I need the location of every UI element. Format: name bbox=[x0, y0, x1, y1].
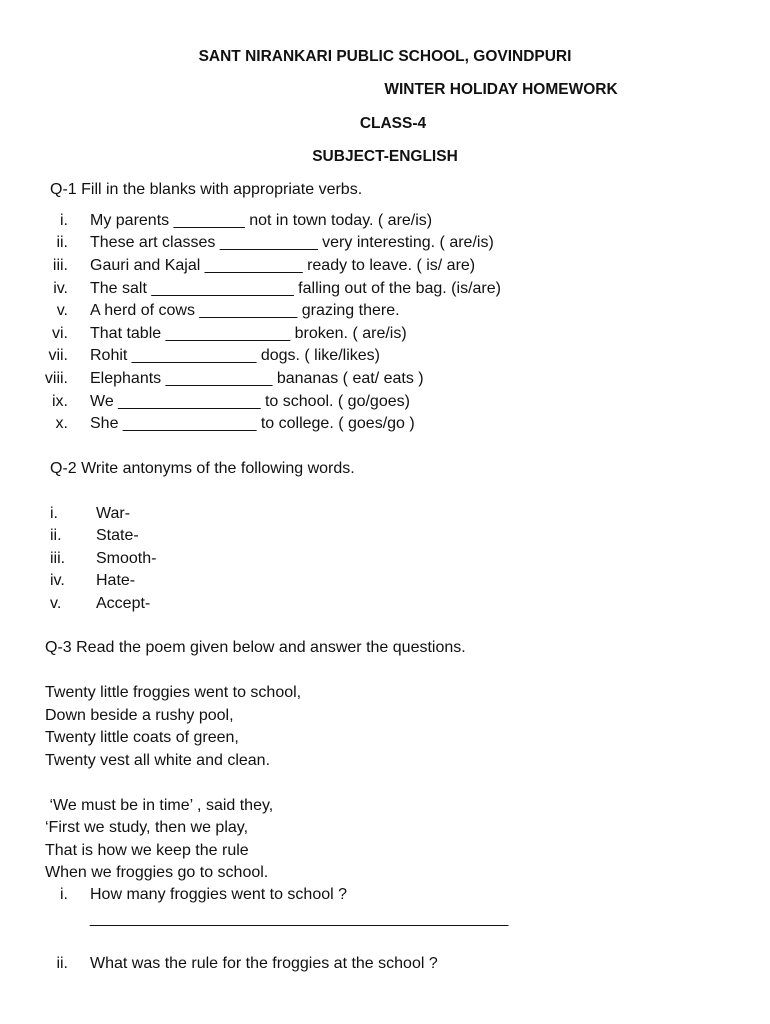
q1-item-number: viii. bbox=[44, 370, 68, 387]
class-label: CLASS-4 bbox=[359, 115, 427, 132]
q3-question-number: ii. bbox=[56, 955, 68, 972]
q1-item-text: We ________________ to school. ( go/goes) bbox=[90, 393, 410, 410]
q1-item-number: iii. bbox=[52, 257, 68, 274]
q1-item-text: She _______________ to college. ( goes/go ) bbox=[90, 415, 415, 432]
poem-line: Twenty little froggies went to school, bbox=[45, 684, 302, 701]
q1-item-text: The salt ________________ falling out of the bag. (is/are) bbox=[90, 280, 501, 297]
q1-item-text: Gauri and Kajal ___________ ready to leave. ( is/ are) bbox=[90, 257, 476, 274]
q1-item-number: iv. bbox=[53, 280, 68, 297]
q1-item-text: Elephants ____________ bananas ( eat/ eats ) bbox=[90, 370, 424, 387]
q3-question-text: How many froggies went to school ? bbox=[90, 886, 348, 903]
q1-item-number: x. bbox=[55, 415, 68, 432]
q2-item-number: ii. bbox=[50, 527, 62, 544]
q3-question-number: i. bbox=[60, 886, 68, 903]
homework-title: WINTER HOLIDAY HOMEWORK bbox=[384, 81, 618, 98]
q2-item-number: iii. bbox=[50, 550, 66, 567]
poem-line: ‘First we study, then we play, bbox=[45, 819, 249, 836]
q3-question-text: What was the rule for the froggies at the school ? bbox=[90, 955, 438, 972]
q1-item-number: i. bbox=[60, 212, 68, 229]
answer-line: _______________________________________________ bbox=[90, 910, 509, 927]
q1-item-number: vi. bbox=[52, 325, 68, 342]
q2-item-number: iv. bbox=[50, 572, 65, 589]
q1-item-text: Rohit ______________ dogs. ( like/likes) bbox=[90, 347, 380, 364]
q2-heading: Q-2 Write antonyms of the following words. bbox=[50, 460, 355, 477]
q1-item-text: My parents ________ not in town today. ( are/is) bbox=[90, 212, 433, 229]
school-name: SANT NIRANKARI PUBLIC SCHOOL, GOVINDPURI bbox=[198, 48, 572, 65]
q1-item-text: That table ______________ broken. ( are/is) bbox=[90, 325, 407, 342]
poem-line: That is how we keep the rule bbox=[45, 842, 249, 859]
q3-heading: Q-3 Read the poem given below and answer the questions. bbox=[45, 639, 466, 656]
q2-item-text: Hate- bbox=[96, 572, 136, 589]
poem-line: ‘We must be in time’ , said they, bbox=[45, 797, 274, 814]
poem-line: Twenty little coats of green, bbox=[45, 729, 239, 746]
q1-item-text: A herd of cows ___________ grazing there. bbox=[90, 302, 400, 319]
q2-item-text: State- bbox=[96, 527, 139, 544]
q1-item-number: vii. bbox=[48, 347, 68, 364]
q1-heading: Q-1 Fill in the blanks with appropriate verbs. bbox=[50, 181, 363, 198]
q1-item-number: ii. bbox=[56, 234, 68, 251]
q1-item-number: ix. bbox=[52, 393, 68, 410]
q2-item-number: v. bbox=[50, 595, 62, 612]
poem-line: Down beside a rushy pool, bbox=[45, 707, 234, 724]
poem-line: When we froggies go to school. bbox=[45, 864, 269, 881]
subject-label: SUBJECT-ENGLISH bbox=[312, 148, 458, 165]
poem-line: Twenty vest all white and clean. bbox=[45, 752, 271, 769]
q2-item-number: i. bbox=[50, 505, 58, 522]
q1-item-text: These art classes ___________ very interesting. ( are/is) bbox=[90, 234, 494, 251]
q1-item-number: v. bbox=[56, 302, 68, 319]
q2-item-text: Accept- bbox=[96, 595, 151, 612]
q2-item-text: War- bbox=[96, 505, 131, 522]
q2-item-text: Smooth- bbox=[96, 550, 157, 567]
